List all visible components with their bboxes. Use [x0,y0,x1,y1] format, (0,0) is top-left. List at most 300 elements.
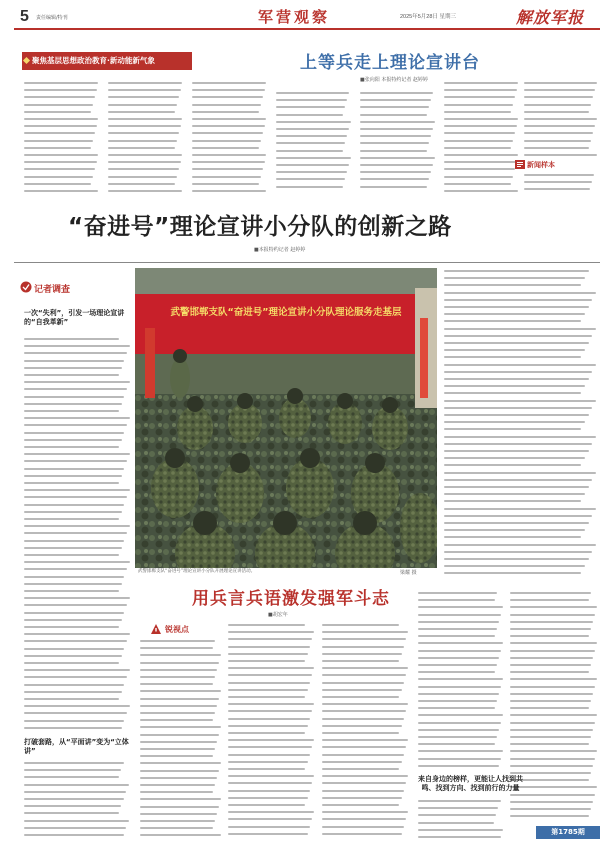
text-line [418,642,503,644]
section-divider [14,262,600,263]
text-line [360,114,427,116]
text-line [24,482,119,484]
text-line [444,536,581,538]
text-line [444,328,596,330]
text-line [24,374,119,376]
text-line [24,176,93,178]
text-line [322,682,404,684]
text-line [444,277,585,279]
text-line [24,540,124,542]
text-line [276,142,345,144]
text-line [524,147,589,149]
text-line [24,360,124,362]
text-line [444,335,592,337]
main-headline: “奋进号”理论宣讲小分队的创新之路 [68,214,452,240]
text-line [24,626,119,628]
text-line [444,284,581,286]
text-line [24,720,124,722]
text-line [444,176,513,178]
text-line [418,599,495,601]
text-line [24,633,130,635]
text-line [524,96,593,98]
text-line [524,125,595,127]
text-line [444,154,518,156]
text-line [444,270,589,272]
text-line [24,834,124,836]
text-line [444,118,518,120]
text-line [192,111,259,113]
new-sample-label: 新闻样本 [527,161,555,169]
text-line [418,800,501,802]
text-line [24,140,93,142]
text-line [418,714,503,716]
text-line [444,464,581,466]
text-line [228,797,308,799]
text-line [444,292,596,294]
text-line [510,650,595,652]
text-line [444,500,581,502]
text-line [444,392,581,394]
text-line [360,164,433,166]
text-line [24,769,121,771]
text-line [24,655,122,657]
text-line [322,667,408,669]
text-line [322,790,404,792]
text-line [24,489,130,491]
text-line [444,183,511,185]
text-line [322,811,408,813]
text-line [276,99,347,101]
text-line [24,82,98,84]
text-line [24,590,119,592]
text-line [510,621,593,623]
text-line [360,150,427,152]
text-line [418,621,499,623]
text-line [360,186,427,188]
text-line [444,299,592,301]
text-line [108,104,177,106]
text-line [24,460,127,462]
text-line [228,638,312,640]
text-line [444,342,589,344]
text-line [510,786,597,788]
text-line [24,684,124,686]
text-line [510,743,589,745]
text-line [140,640,215,642]
text-line [510,599,589,601]
text-line [108,168,179,170]
text-line [444,190,518,192]
text-line [510,722,595,724]
text-line [444,565,585,567]
text-line [108,183,175,185]
text-line [418,707,495,709]
text-line [444,378,589,380]
bottom-right-subhead: 来自身边的榜样，更能让人找到共鸣、找到方向、找到前行的力量 [418,775,523,792]
text-line [24,190,98,192]
text-line [24,532,127,534]
bottom-left-subhead: 打破套路，从“平面讲”变为“立体讲” [24,738,129,755]
text-line [322,646,404,648]
text-line [444,104,513,106]
text-line [228,718,310,720]
text-line [192,118,266,120]
text-line [444,428,581,430]
text-line [108,96,179,98]
newspaper-logo: 解放军报 [516,8,585,27]
column-banner-text: 聚焦基层思想政治教育·新动能新气象 [32,56,155,65]
text-line [192,154,266,156]
text-line [140,662,219,664]
text-line [192,161,265,163]
text-line [24,640,127,642]
text-line [140,669,217,671]
text-line [524,89,595,91]
text-line [524,132,593,134]
text-line [510,693,593,695]
text-line [24,89,97,91]
text-line [24,691,122,693]
text-line [510,606,597,608]
text-line [140,784,215,786]
text-line [360,142,429,144]
text-line [322,718,404,720]
text-line [24,612,124,614]
text-line [444,457,585,459]
section-title: 军营观察 [258,8,331,26]
text-line [24,676,127,678]
text-line [24,496,127,498]
text-line [192,168,263,170]
text-line [510,714,597,716]
sharp-view-label: 锐视点 [165,625,189,634]
text-line [108,125,181,127]
text-line [24,619,122,621]
text-line [228,682,310,684]
text-line [228,710,312,712]
text-line [418,592,497,594]
text-line [24,518,119,520]
text-line [444,111,511,113]
page-number: 5 [20,8,29,25]
text-line [510,758,595,760]
text-line [524,104,591,106]
text-line [24,791,126,793]
text-line [444,508,596,510]
text-line [360,157,435,159]
text-line [228,732,305,734]
text-line [418,700,497,702]
text-line [192,89,265,91]
text-line [24,604,127,606]
text-line [322,775,408,777]
text-line [510,686,595,688]
text-line [322,725,402,727]
text-line [24,111,91,113]
text-line [24,568,127,570]
issue-number-badge: 第1785期 [536,826,600,839]
text-line [418,807,498,809]
text-line [24,96,95,98]
text-line [444,147,511,149]
text-line [140,676,215,678]
text-line [322,631,408,633]
text-line [418,822,494,824]
text-line [24,417,130,419]
main-byline: ■本报特约记者 赵婷婷 [254,247,306,253]
text-line [140,777,217,779]
text-line [228,761,308,763]
text-line [24,583,122,585]
text-line [360,178,429,180]
text-line [140,734,219,736]
text-line [140,690,221,692]
text-line [192,104,261,106]
text-line [140,698,219,700]
text-line [444,356,581,358]
text-line [322,768,399,770]
text-line [444,414,589,416]
sharp-view-icon [150,623,162,635]
text-line [418,671,495,673]
text-line [444,313,585,315]
text-line [24,648,124,650]
text-line [418,657,499,659]
text-line [24,367,122,369]
text-line [140,827,213,829]
text-line [444,551,592,553]
text-line [444,572,581,574]
text-line [444,168,515,170]
text-line [228,826,310,828]
text-line [228,833,308,835]
text-line [322,696,399,698]
text-line [192,190,266,192]
text-line [360,121,435,123]
text-line [510,750,597,752]
text-line [444,421,585,423]
text-line [192,125,265,127]
text-line [24,424,127,426]
text-line [418,678,503,680]
text-line [322,638,406,640]
text-line [24,576,124,578]
text-line [360,171,431,173]
text-line [140,820,215,822]
text-line [418,628,497,630]
text-line [228,746,312,748]
text-line [444,82,518,84]
text-line [510,664,591,666]
text-line [360,106,429,108]
text-line [24,161,97,163]
text-line [108,154,182,156]
text-line [444,436,596,438]
text-line [24,118,98,120]
text-line [24,820,129,822]
text-line [510,772,591,774]
text-line [24,432,124,434]
text-line [228,818,312,820]
text-line [444,529,585,531]
text-line [24,727,122,729]
text-line [276,186,343,188]
text-line [444,385,585,387]
text-line [444,472,596,474]
text-line [140,791,213,793]
text-line [510,765,593,767]
text-line [24,132,95,134]
investigation-label: 记者调查 [34,285,71,295]
text-line [418,606,503,608]
text-line [276,157,351,159]
text-line [24,453,130,455]
text-line [510,700,591,702]
text-line [108,176,177,178]
text-line [192,96,263,98]
text-line [228,782,312,784]
text-line [524,111,589,113]
text-line [228,725,308,727]
investigation-icon [20,281,32,293]
text-line [510,729,593,731]
text-line [444,364,596,366]
text-line [24,104,93,106]
text-line [418,765,499,767]
text-line [360,135,431,137]
text-line [24,776,119,778]
text-line [24,154,98,156]
text-line [418,829,503,831]
text-line [228,775,314,777]
text-line [228,660,305,662]
text-line [418,635,495,637]
text-line [140,813,217,815]
text-line [444,486,589,488]
bottom-story-headline: 用兵言兵语激发强军斗志 [192,589,390,609]
text-line [140,755,213,757]
text-line [228,703,314,705]
text-line [322,739,408,741]
text-line [140,834,221,836]
text-line [524,188,590,190]
text-line [510,642,597,644]
text-line [24,446,119,448]
text-line [322,674,406,676]
text-line [228,696,305,698]
text-line [418,650,501,652]
text-line [24,827,126,829]
text-line [360,99,431,101]
text-line [322,782,406,784]
text-line [108,82,182,84]
text-line [228,631,314,633]
training-photo [135,268,437,568]
text-line [276,164,349,166]
text-line [276,178,345,180]
text-line [228,653,308,655]
text-line [24,439,122,441]
text-line [322,761,402,763]
text-line [510,736,591,738]
text-line [444,400,596,402]
text-line [192,140,261,142]
text-line [24,511,122,513]
text-line [192,82,266,84]
text-line [322,703,408,705]
text-line [140,770,219,772]
text-line [24,805,121,807]
text-line [418,758,501,760]
text-line [510,794,595,796]
text-line [444,306,589,308]
text-line [192,132,263,134]
text-line [24,784,129,786]
text-line [228,646,310,648]
text-line [108,132,179,134]
text-line [322,818,406,820]
text-line [418,614,501,616]
text-line [418,722,501,724]
text-line [444,320,581,322]
text-line [418,664,497,666]
text-line [510,678,597,680]
text-line [276,135,347,137]
text-line [24,147,91,149]
text-line [192,147,259,149]
top-story-headline: 上等兵走上理论宣讲台 [300,53,480,73]
text-line [418,743,495,745]
text-line [510,671,589,673]
text-line [228,804,305,806]
text-line [524,140,591,142]
text-line [444,132,515,134]
text-line [24,168,95,170]
text-line [444,371,592,373]
text-line [418,736,497,738]
top-story-byline: ■张向阳 本报特约记者 赵婷婷 [360,77,428,83]
text-line [228,768,305,770]
text-line [108,161,181,163]
publication-date: 2025年5月28日 星期三 [400,14,456,20]
text-line [418,686,501,688]
text-line [140,726,221,728]
text-line [24,662,119,664]
text-line [276,150,343,152]
text-line [510,801,593,803]
text-line [276,128,349,130]
bottom-story-byline: ■胡宏年 [268,612,288,618]
text-line [228,811,314,813]
photo-banner-text: 武警邯郸支队“奋进号”理论宣讲小分队理论服务走基层 [170,307,402,318]
text-line [276,171,347,173]
text-line [24,812,119,814]
header-rule [14,28,600,30]
text-line [228,624,305,626]
text-line [228,674,312,676]
text-line [444,450,589,452]
text-line [510,628,591,630]
text-line [108,118,182,120]
text-line [140,762,221,764]
text-line [276,92,349,94]
text-line [510,707,589,709]
text-line [524,82,597,84]
text-line [228,754,310,756]
text-line [524,174,594,176]
text-line [322,660,399,662]
text-line [108,147,175,149]
